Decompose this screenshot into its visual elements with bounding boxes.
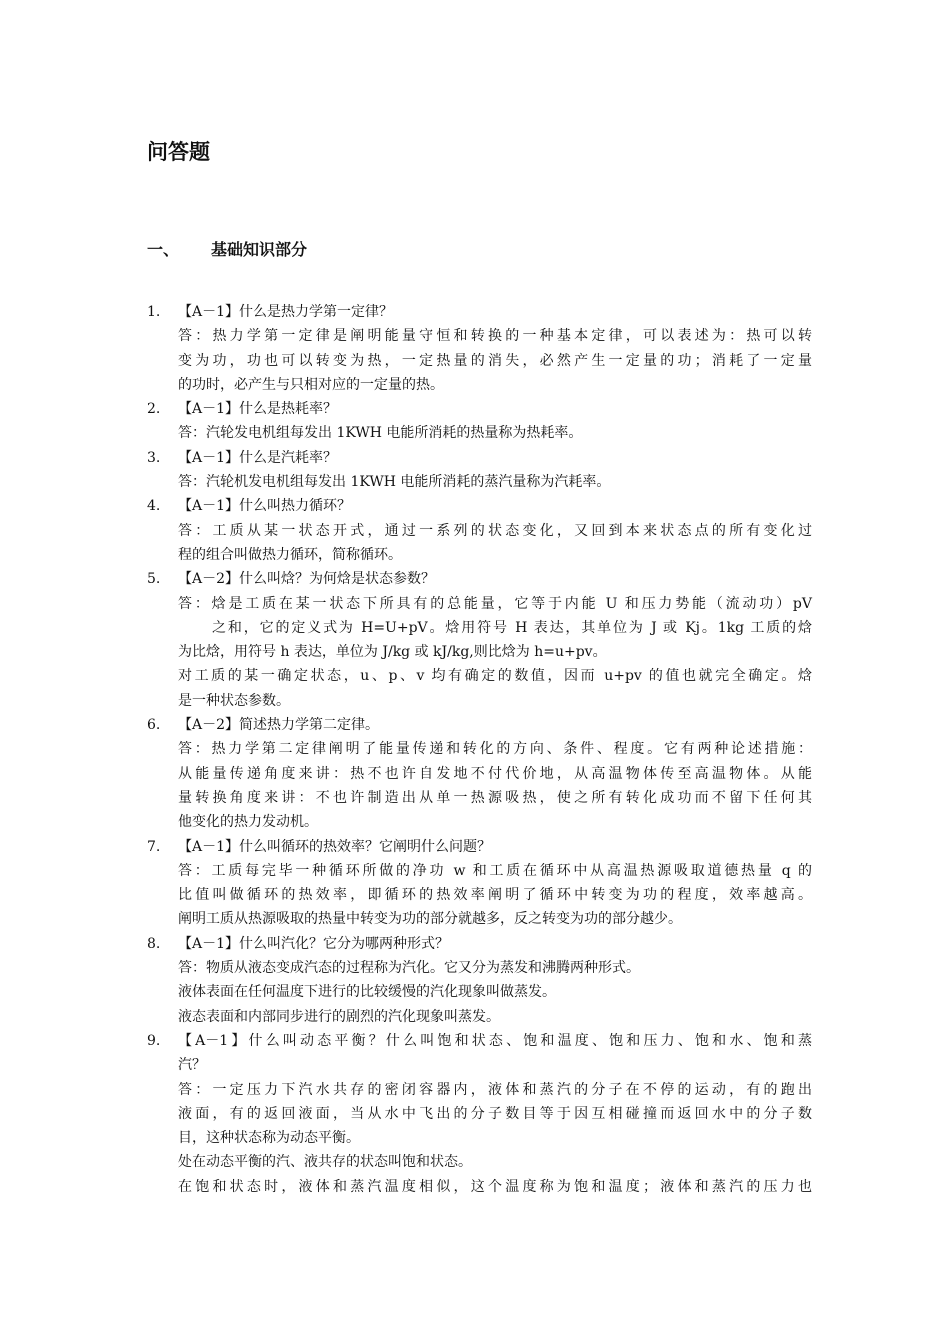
question-text: 【A－1】什么叫循环的热效率？它阐明什么问题？: [178, 838, 492, 855]
qa-item-number: 3.: [147, 449, 161, 466]
question-text: 【A－1】什么是汽耗率？: [178, 449, 338, 466]
qa-item: [147, 494, 812, 567]
qa-item: [147, 835, 812, 932]
answer-text-line: 答：汽轮发电机组每发出 1KWH 电能所消耗的热量称为热耗率。: [178, 425, 583, 442]
answer-text-line: 答：汽轮机发电机组每发出 1KWH 电能所消耗的蒸汽量称为汽耗率。: [178, 474, 611, 491]
answer-text-line: 液面，有的返回液面，当从水中飞出的分子数目等于因互相碰撞而返回水中的分子数: [178, 1105, 812, 1122]
answer-text-line: 答：一定压力下汽水共存的密闭容器内，液体和蒸汽的分子在不停的运动，有的跑出: [178, 1081, 812, 1098]
answer-text-line: 程的组合叫做热力循环，简称循环。: [178, 546, 402, 563]
answer-text-line: 答：焓是工质在某一状态下所具有的总能量，它等于内能 U 和压力势能（流动功）pV: [178, 595, 812, 612]
answer-text-line: 是一种状态参数。: [178, 692, 290, 709]
answer-text-line: 为比焓，用符号 h 表达，单位为 J/kg 或 kJ/kg,则比焓为 h=u+pv。: [178, 644, 607, 661]
answer-text-line: 量转换角度来讲：不也许制造出从单一热源吸热，使之所有转化成功而不留下任何其: [178, 789, 812, 806]
answer-text-line: 液态表面和内部同步进行的剧烈的汽化现象叫蒸发。: [178, 1008, 500, 1025]
qa-item: [147, 446, 812, 495]
answer-text-line: 之和，它的定义式为 H=U+pV。焓用符号 H 表达，其单位为 J 或 Kj。1kg 工质的焓: [212, 619, 812, 636]
qa-item-number: 6.: [147, 717, 161, 734]
answer-text-line: 他变化的热力发动机。: [178, 814, 318, 831]
qa-item-number: 9.: [147, 1032, 161, 1049]
answer-text-line: 在饱和状态时，液体和蒸汽温度相似，这个温度称为饱和温度；液体和蒸汽的压力也: [178, 1178, 812, 1195]
answer-text-line: 答：热力学第一定律是阐明能量守恒和转换的一种基本定律，可以表述为：热可以转: [178, 328, 812, 345]
qa-item: [147, 300, 812, 397]
qa-item: [147, 1029, 812, 1199]
answer-text-line: 对工质的某一确定状态，u、p、v 均有确定的数值，因而 u+pv 的值也就完全确定。焓: [178, 668, 812, 685]
answer-text-line: 变为功，功也可以转变为热，一定热量的消失，必然产生一定量的功；消耗了一定量: [178, 352, 812, 369]
qa-item: [147, 932, 812, 1029]
section-number: 一、: [147, 240, 180, 259]
qa-item-number: 1.: [147, 304, 161, 320]
qa-item-number: 2.: [147, 401, 161, 418]
question-text: 【A－2】什么叫焓？为何焓是状态参数？: [178, 571, 436, 588]
section-label: 基础知识部分: [211, 240, 308, 259]
qa-item-number: 8.: [147, 935, 161, 952]
qa-item: [147, 713, 812, 834]
answer-text-line: 从能量传递角度来讲：热不也许自发地不付代价地，从高温物体传至高温物体。从能: [178, 765, 812, 782]
question-text: 【A－1】什么叫动态平衡？什么叫饱和状态、饱和温度、饱和压力、饱和水、饱和蒸: [178, 1032, 812, 1049]
answer-text-line: 答：工质从某一状态开式，通过一系列的状态变化，又回到本来状态点的所有变化过: [178, 522, 812, 539]
answer-text-line: 汽？: [178, 1057, 206, 1074]
question-text: 【A－1】什么叫热力循环？: [178, 498, 352, 515]
answer-text-line: 答：热力学第二定律阐明了能量传递和转化的方向、条件、程度。它有两种论述措施：: [178, 741, 812, 758]
qa-item: [147, 567, 812, 713]
answer-text-line: 答：物质从液态变成汽态的过程称为汽化。它又分为蒸发和沸腾两种形式。: [178, 960, 640, 977]
question-text: 【A－2】简述热力学第二定律。: [178, 717, 380, 734]
qa-list: [147, 300, 812, 1199]
qa-item-number: 7.: [147, 838, 161, 855]
answer-text-line: 阐明工质从热源吸取的热量中转变为功的部分就越多，反之转变为功的部分越少。: [178, 911, 682, 928]
answer-text-line: 处在动态平衡的汽、液共存的状态叫饱和状态。: [178, 1154, 472, 1171]
qa-item-number: 5.: [147, 571, 161, 588]
question-text: 【A－1】什么是热耗率？: [178, 401, 338, 418]
answer-text-line: 目，这种状态称为动态平衡。: [178, 1130, 360, 1147]
qa-item: [147, 397, 812, 446]
answer-text-line: 答：工质每完毕一种循环所做的净功 w 和工质在循环中从高温热源吸取道德热量 q 的: [178, 862, 812, 879]
qa-item-number: 4.: [147, 498, 161, 515]
answer-text-line: 的功时，必产生与只相对应的一定量的热。: [178, 376, 444, 393]
question-text: 【A－1】什么叫汽化？它分为哪两种形式？: [178, 935, 450, 952]
answer-text-line: 比值叫做循环的热效率，即循环的热效率阐明了循环中转变为功的程度，效率越高。: [178, 887, 812, 904]
section-heading: [147, 236, 307, 264]
question-text: 【A－1】什么是热力学第一定律？: [178, 304, 394, 320]
answer-text-line: 液体表面在任何温度下进行的比较缓慢的汽化现象叫做蒸发。: [178, 984, 556, 1001]
page-title: 问答题: [147, 140, 210, 164]
